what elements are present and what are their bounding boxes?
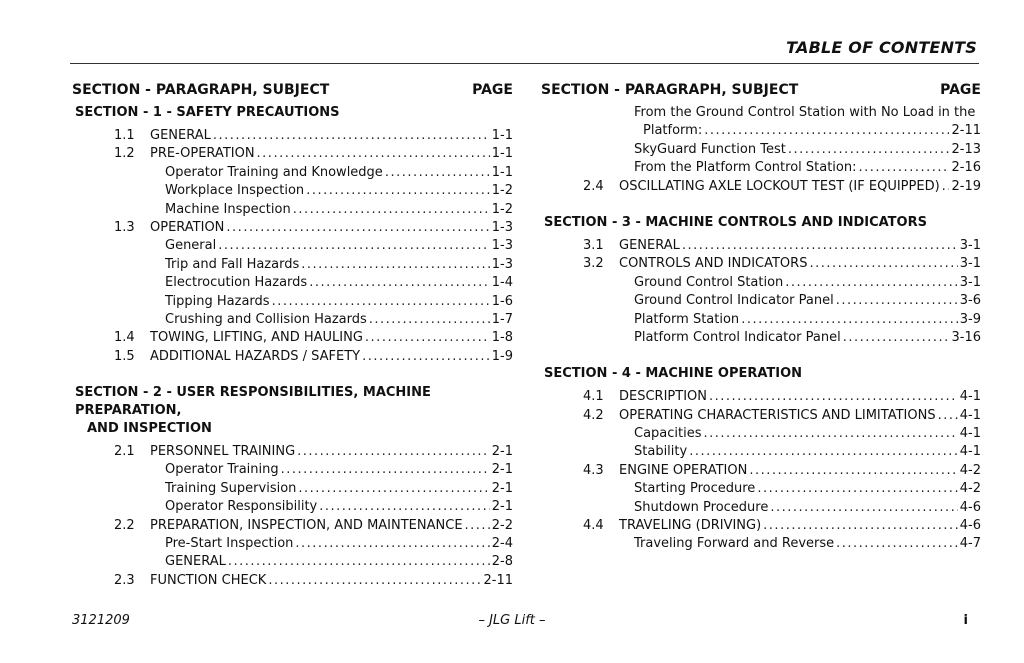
toc-entry-page: 3-1: [959, 274, 981, 290]
dot-leader: [293, 201, 490, 219]
dot-leader: [369, 311, 490, 329]
dot-leader: [749, 462, 957, 480]
dot-leader: [306, 182, 490, 200]
section-title-text: SECTION - 1 - SAFETY PRECAUTIONS: [75, 105, 340, 120]
toc-entry[interactable]: [72, 461, 513, 479]
toc-entry-title: GENERAL: [619, 237, 680, 253]
dot-leader: [809, 255, 957, 273]
section-title-continuation: AND INSPECTION: [87, 421, 212, 437]
toc-entry-number: 2.1: [114, 444, 135, 460]
toc-entry-page: 2-1: [491, 444, 513, 460]
toc-entry-number: 4.1: [583, 389, 604, 405]
toc-entry-page: 1-2: [491, 201, 513, 217]
toc-entry-title: Training Supervision: [165, 480, 297, 496]
toc-entry-title: Operator Training and Knowledge: [165, 164, 383, 180]
toc-entry-number: 3.1: [583, 237, 604, 253]
toc-entry-page: 4-2: [959, 462, 981, 478]
toc-entry[interactable]: [541, 535, 981, 553]
column-header: [72, 82, 513, 102]
section-title-text: SECTION - 3 - MACHINE CONTROLS AND INDICATORS: [544, 214, 927, 230]
toc-entry-title: Ground Control Station: [634, 274, 784, 290]
toc-entry-title: Machine Inspection: [165, 201, 291, 217]
section-title[interactable]: [544, 365, 981, 383]
dot-leader: [226, 219, 489, 237]
section-title-text: SECTION - 2 - USER RESPONSIBILITIES, MACHINE PREPARATION,: [75, 385, 431, 419]
dot-leader: [257, 145, 490, 163]
toc-entry-page: 1-3: [491, 219, 513, 235]
toc-entry[interactable]: [72, 274, 513, 292]
toc-entry-number: 1.1: [114, 128, 135, 143]
toc-entry-number: 4.2: [583, 407, 604, 423]
toc-entry-page: 4-6: [959, 499, 981, 515]
toc-entry-page: 4-7: [959, 536, 981, 552]
dot-leader: [309, 274, 490, 292]
toc-entry[interactable]: [541, 122, 981, 140]
section-title[interactable]: [75, 384, 513, 438]
toc-continued-entries: [541, 104, 981, 196]
dot-leader: [218, 237, 490, 255]
toc-entry[interactable]: [72, 311, 513, 329]
toc-entry-page: 1-9: [491, 348, 513, 364]
dot-leader: [741, 311, 958, 329]
toc-entry-title: Pre-Start Inspection: [165, 536, 294, 552]
toc-entry[interactable]: [541, 274, 981, 292]
toc-entry[interactable]: [541, 159, 981, 177]
toc-entry[interactable]: [72, 517, 513, 535]
column-header: [541, 82, 981, 102]
toc-entry-page: 3-1: [959, 256, 981, 272]
dot-leader: [763, 517, 958, 535]
toc-entry[interactable]: [541, 237, 981, 255]
toc-entry[interactable]: [72, 535, 513, 553]
section-title[interactable]: [544, 214, 981, 232]
toc-entry-title: Operator Training: [165, 462, 279, 478]
dot-leader: [385, 164, 490, 182]
toc-entry[interactable]: [72, 572, 513, 590]
footer-publisher: – JLG Lift –: [478, 613, 546, 628]
dot-leader: [938, 407, 958, 425]
toc-entry-page: 4-1: [959, 389, 981, 405]
dot-leader: [465, 517, 490, 535]
toc-entry-page: 4-1: [959, 407, 981, 423]
toc-entry-title: Stability: [634, 444, 688, 460]
toc-entry-page: 1-3: [491, 238, 513, 254]
toc-entry-title: Starting Procedure: [634, 481, 756, 497]
dot-leader: [704, 425, 958, 443]
document-number: 3121209: [72, 613, 130, 628]
toc-entry-page: 4-1: [959, 444, 981, 460]
dot-leader: [836, 535, 958, 553]
dot-leader: [843, 329, 950, 347]
toc-entry-page: 2-13: [951, 141, 981, 157]
toc-entry-list: [541, 237, 981, 347]
toc-entry-title: Trip and Fall Hazards: [165, 256, 300, 272]
toc-entry-page: 2-1: [491, 499, 513, 515]
toc-entry-page: 3-1: [959, 237, 981, 253]
dot-leader: [757, 480, 957, 498]
dot-leader: [295, 535, 489, 553]
toc-entry[interactable]: [541, 517, 981, 535]
toc-entry[interactable]: [72, 164, 513, 182]
toc-entry-number: 1.5: [114, 348, 135, 364]
toc-entry-number: 2.2: [114, 517, 135, 533]
toc-entry-number: 2.3: [114, 572, 135, 588]
dot-leader: [682, 237, 958, 255]
toc-entry[interactable]: [72, 329, 513, 347]
page-heading: PAGE: [472, 82, 513, 98]
toc-entry[interactable]: [72, 127, 513, 145]
toc-entry-title: OPERATING CHARACTERISTICS AND LIMITATIONS: [619, 407, 936, 423]
toc-entry-title: From the Ground Control Station with No Load in the: [634, 105, 976, 120]
dot-leader: [362, 348, 490, 366]
toc-entry-page: 2-1: [491, 480, 513, 496]
toc-entry-page: 2-19: [951, 178, 981, 194]
toc-entry-title: GENERAL: [150, 128, 211, 143]
toc-entry-title: CONTROLS AND INDICATORS: [619, 256, 808, 272]
toc-entry-number: 4.4: [583, 518, 604, 534]
toc-entry[interactable]: [541, 141, 981, 159]
dot-leader: [836, 292, 958, 310]
toc-entry[interactable]: [541, 443, 981, 461]
toc-entry[interactable]: [72, 256, 513, 274]
dot-leader: [785, 274, 957, 292]
toc-column-right: [541, 82, 981, 554]
toc-entry-page: 2-11: [483, 572, 513, 588]
page-title: TABLE OF CONTENTS: [786, 38, 977, 57]
toc-entry-title: Workplace Inspection: [165, 183, 305, 199]
toc-entry-title: Shutdown Procedure: [634, 499, 769, 515]
toc-entry-title: Ground Control Indicator Panel: [634, 293, 834, 309]
toc-entry-title: Platform:: [643, 123, 703, 139]
dot-leader: [297, 443, 490, 461]
toc-entry-page: 2-8: [491, 554, 513, 570]
dot-leader: [770, 499, 957, 517]
dot-leader: [301, 256, 490, 274]
toc-entry[interactable]: [72, 219, 513, 237]
toc-entry[interactable]: [72, 145, 513, 163]
toc-entry-page: 3-6: [959, 293, 981, 309]
dot-leader: [365, 329, 490, 347]
toc-entry[interactable]: [541, 311, 981, 329]
toc-sections: [72, 104, 513, 590]
toc-entry[interactable]: [72, 201, 513, 219]
toc-entry-title: From the Platform Control Station:: [634, 160, 857, 176]
dot-leader: [859, 159, 950, 177]
toc-entry[interactable]: [72, 553, 513, 571]
toc-entry-title: Platform Station: [634, 311, 740, 327]
toc-entry[interactable]: [541, 407, 981, 425]
toc-entry-page: 3-16: [951, 329, 981, 345]
toc-entry-list: [72, 127, 513, 366]
toc-entry[interactable]: [72, 480, 513, 498]
toc-entry[interactable]: [72, 293, 513, 311]
toc-entry-page: 4-2: [959, 481, 981, 497]
toc-entry-page: 4-1: [959, 426, 981, 442]
toc-entry[interactable]: [541, 255, 981, 273]
dot-leader: [709, 388, 958, 406]
toc-entry-page: 2-1: [491, 462, 513, 478]
dot-leader: [272, 293, 490, 311]
toc-entry-page: 2-4: [491, 536, 513, 552]
toc-entry-page: 1-1: [491, 128, 513, 143]
toc-entry-page: 2-2: [491, 517, 513, 533]
toc-entry-title: OPERATION: [150, 219, 225, 235]
toc-entry-page: 1-2: [491, 183, 513, 199]
toc-column-left: [72, 82, 513, 590]
toc-entry[interactable]: [72, 498, 513, 516]
dot-leader: [788, 141, 950, 159]
toc-entry[interactable]: [72, 348, 513, 366]
toc-entry-title: Tipping Hazards: [165, 293, 270, 309]
toc-entry-title: Capacities: [634, 426, 702, 442]
toc-entry-page: 1-3: [491, 256, 513, 272]
toc-entry-title: PRE-OPERATION: [150, 146, 255, 162]
toc-entry-page: 2-16: [951, 160, 981, 176]
toc-entry-title: ADDITIONAL HAZARDS / SAFETY: [150, 348, 361, 364]
toc-entry[interactable]: [541, 104, 981, 122]
toc-entry-number: 1.4: [114, 330, 135, 346]
toc-entry[interactable]: [72, 182, 513, 200]
toc-entry[interactable]: [541, 178, 981, 196]
toc-entry-page: 1-4: [491, 275, 513, 291]
toc-entry-page: 3-9: [959, 311, 981, 327]
toc-entry-title: TOWING, LIFTING, AND HAULING: [150, 330, 363, 346]
toc-entry-title: GENERAL: [165, 554, 226, 570]
column-heading: SECTION - PARAGRAPH, SUBJECT: [72, 82, 330, 98]
dot-leader: [228, 553, 490, 571]
section-title-text: SECTION - 4 - MACHINE OPERATION: [544, 366, 803, 382]
toc-entry-list: [72, 443, 513, 590]
toc-entry-number: 4.3: [583, 462, 604, 478]
dot-leader: [704, 122, 949, 140]
dot-leader: [319, 498, 490, 516]
toc-entry[interactable]: [72, 443, 513, 461]
toc-entry-page: 4-6: [959, 518, 981, 534]
toc-entry[interactable]: [541, 292, 981, 310]
page-number: i: [963, 613, 968, 628]
toc-entry[interactable]: [541, 329, 981, 347]
toc-entry-title: PREPARATION, INSPECTION, AND MAINTENANCE: [150, 517, 463, 533]
dot-leader: [268, 572, 481, 590]
toc-entry[interactable]: [541, 425, 981, 443]
toc-entry-number: 1.2: [114, 146, 135, 162]
toc-entry-title: TRAVELING (DRIVING): [619, 518, 762, 534]
dot-leader: [298, 480, 489, 498]
toc-entry-title: Operator Responsibility: [165, 499, 318, 515]
toc-entry[interactable]: [541, 499, 981, 517]
section-title[interactable]: [75, 104, 513, 122]
toc-entry-title: ENGINE OPERATION: [619, 462, 748, 478]
toc-entry[interactable]: [541, 388, 981, 406]
toc-entry-title: SkyGuard Function Test: [634, 141, 786, 157]
toc-entry-page: 1-6: [491, 293, 513, 309]
dot-leader: [689, 443, 958, 461]
toc-entry-page: 1-7: [491, 311, 513, 327]
toc-entry-title: General: [165, 238, 217, 254]
toc-entry-title: FUNCTION CHECK: [150, 572, 267, 588]
toc-entry-title: OSCILLATING AXLE LOCKOUT TEST (IF EQUIPPED): [619, 178, 940, 194]
toc-entry[interactable]: [72, 237, 513, 255]
page-heading: PAGE: [940, 82, 981, 98]
toc-entry-page: 1-1: [491, 164, 513, 180]
dot-leader: [213, 127, 490, 145]
toc-entry-number: 3.2: [583, 256, 604, 272]
toc-entry-number: 2.4: [583, 178, 604, 194]
toc-entry-page: 1-1: [491, 146, 513, 162]
toc-entry-number: 1.3: [114, 219, 135, 235]
dot-leader: [281, 461, 490, 479]
column-heading: SECTION - PARAGRAPH, SUBJECT: [541, 82, 799, 98]
toc-entry-page: 2-11: [951, 123, 981, 139]
toc-sections: [541, 214, 981, 554]
toc-entry-title: Platform Control Indicator Panel: [634, 329, 841, 345]
toc-entry[interactable]: [541, 480, 981, 498]
toc-entry-title: Electrocution Hazards: [165, 275, 308, 291]
toc-entry-title: Traveling Forward and Reverse: [634, 536, 835, 552]
toc-entry-list: [541, 388, 981, 554]
toc-entry-title: PERSONNEL TRAINING: [150, 444, 296, 460]
toc-entry-title: DESCRIPTION: [619, 389, 707, 405]
header-rule: [70, 63, 979, 64]
toc-entry-title: Crushing and Collision Hazards: [165, 311, 367, 327]
toc-entry-page: 1-8: [491, 330, 513, 346]
dot-leader: [942, 178, 950, 196]
toc-entry[interactable]: [541, 462, 981, 480]
